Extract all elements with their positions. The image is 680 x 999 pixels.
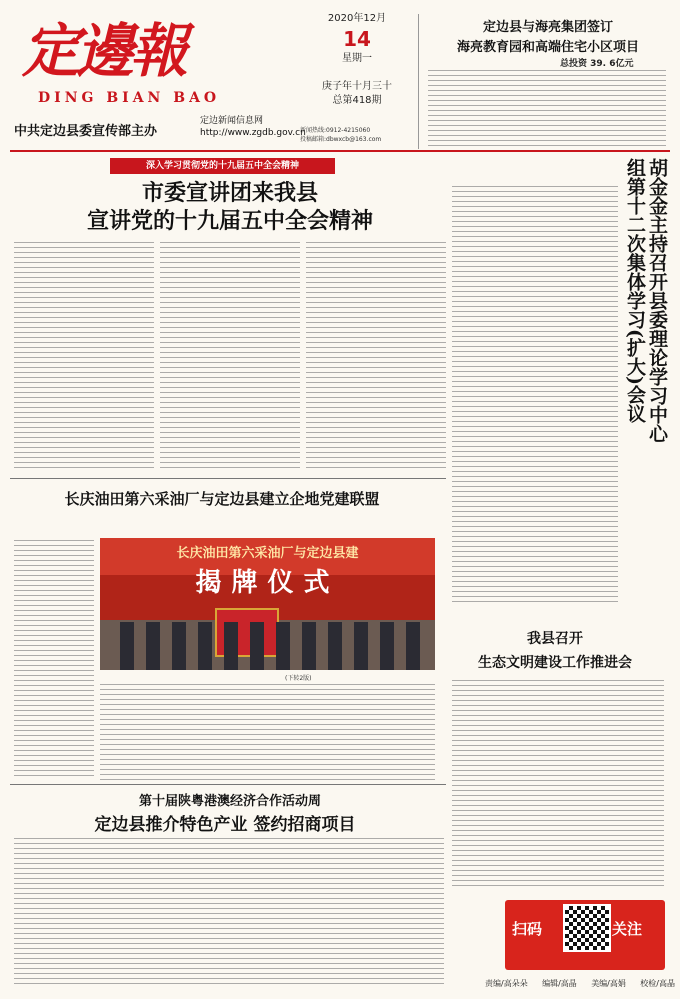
issue-date-box [302, 12, 412, 108]
masthead-title: 定邊報 [22, 17, 185, 85]
issue-day: 14 [343, 27, 371, 51]
third-story-headline-2[interactable]: 定边县推介特色产业 签约招商项目 [94, 815, 356, 835]
second-story-body-col [14, 540, 94, 780]
issue-number: 总第418期 [332, 95, 382, 106]
issue-year-month: 2020年12月 [327, 13, 387, 24]
side-story-headline-1[interactable]: 我县召开 [527, 631, 583, 647]
email: 投稿邮箱:dbwxcb@163.com [300, 136, 382, 143]
scan-left-text: 扫码 [512, 920, 543, 938]
masthead-subtitle: 中共定边县委宣传部主办 [14, 124, 158, 139]
lead-headline-1: 市委宣讲团来我县 [141, 181, 318, 206]
third-story-headline-1[interactable]: 第十届陕粤港澳经济合作活动周 [138, 794, 321, 809]
masthead-pinyin: DING BIAN BAO [38, 90, 221, 106]
footer-credits [485, 978, 675, 989]
website-name: 定边新闻信息网 [200, 116, 264, 126]
top-story-subhead: 总投资 39. 6亿元 [560, 59, 634, 69]
lead-body-col-1 [14, 242, 154, 472]
lead-body-col-3 [306, 242, 446, 472]
second-story-body-lower [100, 684, 435, 780]
third-story-body [14, 838, 444, 988]
issue-lunar: 庚子年十月三十 [322, 81, 392, 92]
rule-lead [10, 478, 446, 479]
side-story-body [452, 680, 664, 890]
hotline: 新闻热线:0912-4215060 [300, 127, 371, 134]
footer-credit: 编辑/高晶 [542, 979, 577, 988]
top-story-body [428, 70, 666, 146]
website-url[interactable]: http://www.zgdb.gov.cn [200, 128, 306, 138]
photo-banner-2: 揭牌仪式 [195, 568, 340, 598]
masthead-rule [10, 150, 670, 152]
scan-right-text: 关注 [612, 920, 643, 938]
second-story-headline[interactable]: 长庆油田第六采油厂与定边县建立企地党建联盟 [64, 490, 380, 508]
rule-second [10, 784, 446, 785]
photo-banner-1: 长庆油田第六采油厂与定边县建 [176, 546, 359, 561]
top-story-headline-2[interactable]: 海亮教育园和高端住宅小区项目 [456, 40, 639, 55]
qr-code-icon[interactable] [563, 904, 611, 952]
lead-headline-2: 宣讲党的十九届五中全会精神 [86, 209, 373, 234]
issue-weekday: 星期一 [342, 53, 372, 64]
footer-credit: 责编/高朵朵 [485, 979, 528, 988]
section-banner: 深入学习贯彻党的十九届五中全会精神 [110, 158, 335, 174]
ceremony-photo [100, 538, 435, 670]
footer-credit: 美编/高娟 [591, 979, 626, 988]
people-row [120, 622, 420, 670]
website-block [200, 115, 306, 139]
vertical-story-body [452, 186, 618, 606]
lead-body-col-2 [160, 242, 300, 472]
contacts [300, 126, 381, 144]
top-story-headline-1[interactable]: 定边县与海亮集团签订 [482, 20, 613, 35]
side-story-headline-2[interactable]: 生态文明建设工作推进会 [478, 655, 632, 671]
footer-credit: 校检/高晶 [640, 979, 675, 988]
photo-caption: (下转2版) [285, 675, 312, 682]
lead-headline[interactable] [20, 180, 440, 236]
vertical-headline[interactable]: 胡金金主持召开县委理论学习中心组第十二次集体学习(扩大)会议 [624, 158, 668, 443]
